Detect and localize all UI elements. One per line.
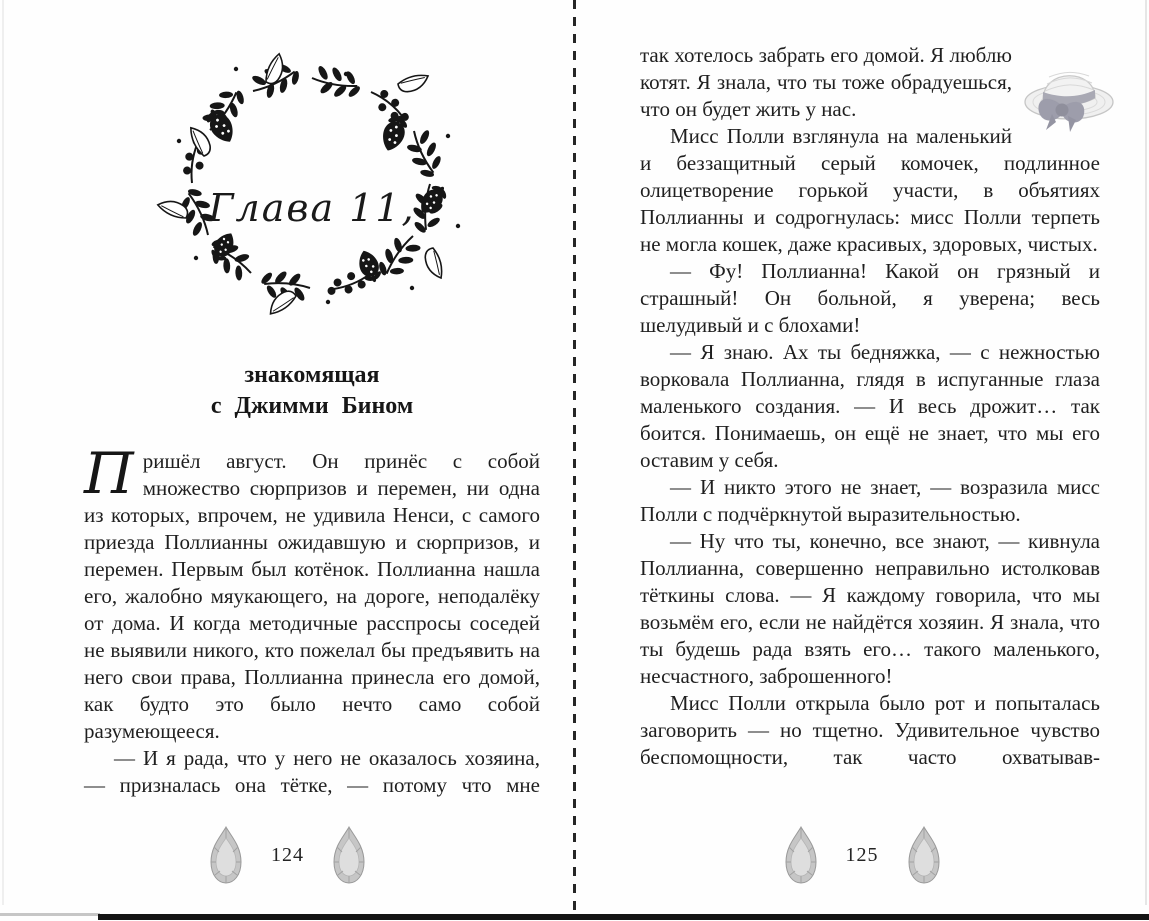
book-bottom-edge (0, 912, 1149, 921)
gem-icon (905, 826, 943, 884)
right-page-number: 125 (845, 843, 879, 866)
paragraph: — Ну что ты, конечно, все знают, — кивнула Поллианна, совершенно неправильно истолковав тёткины слова. — Я каждому говорила, что мы возьмём его, если не найдётся хозяин. Я знала, что ты будешь рада взять его… такого маленького, несчастного, заброшенного! (640, 529, 1100, 688)
berry-wreath-icon (146, 36, 478, 328)
right-page-edge-line (1145, 0, 1147, 905)
paragraph: Мисс Полли взглянула на маленький и беззащитный серый комочек, подлинное олицетворение горькой участи, в объятиях Поллианны и содрогнулась: мисс Полли терпеть не могла кошек, даже красивых, здоровых, чистых. (640, 124, 1100, 256)
right-page-footer (575, 826, 1149, 884)
left-page-number: 124 (271, 843, 304, 866)
left-page-footer (0, 826, 575, 884)
gem-icon (207, 826, 245, 884)
paragraph: — И никто этого не знает, — возразила мисс Полли с подчёркнутой выразительностью. (640, 475, 1100, 526)
chapter-subtitle-line-2: с Джимми Бином (210, 393, 414, 419)
chapter-subtitle (84, 360, 540, 422)
paragraph: так хотелось забрать его домой. Я люблю котят. Я знала, что ты тоже обрадуешься, что он будет жить у нас. (640, 43, 1012, 121)
chapter-subtitle-line-1: знакомящая (244, 362, 380, 388)
opening-paragraph-text: ришёл август. Он принёс с собой множество сюрпризов и перемен, ни одна из которых, впрочем, не удивила Ненси, с самого приезда Поллианны ожидавшую и сюрпризов, и перемен. Первым был котёнок. Поллианна нашла его, жалобно мяукающего, на дороге, неподалёку от дома. И когда методичные расспросы соседей не выявили никого, кто пожелал бы предъявить на него свои права, Поллианна принесла его домой, как будто это было нечто само собой разумеющееся. (84, 449, 540, 743)
left-page-edge-line (2, 0, 4, 905)
left-page (0, 0, 575, 912)
paragraph: — Фу! Поллианна! Какой он грязный и страшный! Он больной, я уверена; весь шелудивый и с блохами! (640, 259, 1100, 337)
gem-icon (782, 826, 820, 884)
chapter-wreath-illustration (146, 36, 478, 328)
left-page-body (84, 441, 540, 799)
bottom-edge-black-segment (98, 914, 1149, 920)
bottom-edge-gray-segment (0, 913, 100, 916)
paragraph: — Я знаю. Ах ты бедняжка, — с нежностью ворковала Поллианна, глядя в испуганные глаза маленького создания. — И весь дрожит… так боится. Понимаешь, он ещё не знает, что мы его оставим у себя. (640, 340, 1100, 472)
right-page-body (640, 42, 1100, 771)
right-page (575, 0, 1149, 912)
opening-paragraph (84, 441, 540, 745)
dialogue-paragraph: — И я рада, что у него не оказалось хозяина, — призналась она тётке, — потому что мне (84, 746, 540, 797)
chapter-title: Глава 11, (208, 186, 416, 230)
gem-icon (330, 826, 368, 884)
paragraph: Мисс Полли открыла было рот и попыталась заговорить — но тщетно. Удивительное чувство беспомощности, так часто охватывав- (640, 691, 1100, 769)
page-divider (573, 0, 576, 912)
straw-hat-icon (1022, 44, 1116, 142)
drop-cap: П (84, 441, 134, 507)
